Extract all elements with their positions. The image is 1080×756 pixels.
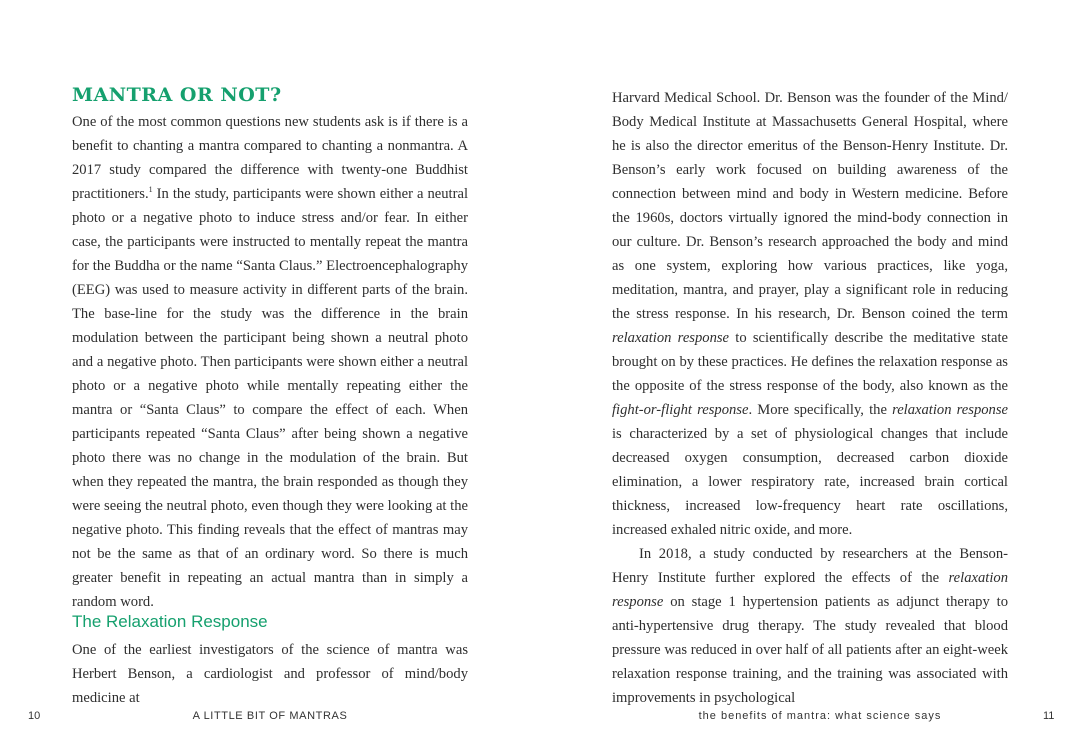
footnote-reference: 1 (148, 185, 153, 195)
page-number: 10 (28, 710, 41, 722)
running-head: A LITTLE BIT OF MANTRAS (192, 710, 348, 722)
page-number: 11 (1043, 710, 1055, 722)
paragraph-herbert-benson: One of the earliest investigators of the science of mantra was Herbert Benson, a cardiologist and professor of mind/body medicine at (72, 642, 468, 706)
paragraph-2018-study: In 2018, a study conducted by researchers at the Benson-Henry Institute further explored the effects of the relaxation response on stage 1 hypertension patients as adjunct therapy to anti-hypertensive drug therapy. The study revealed that blood pressure was reduced in over half of all patients after an eight-week relaxation response training, and the training was associated with improvements in psychological (612, 546, 1008, 706)
paragraph-benson-research: Harvard Medical School. Dr. Benson was the founder of the Mind/ Body Medical Institute at Massachusetts General Hospital, where he is also the director emeritus of the Benson-Henry Institute. Dr. Benson’s early work focused on building awareness of the connection between mind and body in Western medicine. Before the 1960s, doctors virtually ignored the mind-body connection in our culture. Dr. Benson’s research approached the body and mind as one system, exploring how various practices, like yoga, meditation, mantra, and prayer, play a significant role in reducing the stress response. In his research, Dr. Benson coined the term relaxation response to scientifically describe the meditative state brought on by these practices. He defines the relaxation response as the opposite of the stress response of the body, also known as the fight-or-flight response. More specifically, the relaxation response is characterized by a set of physiological changes that include decreased oxygen consumption, decreased carbon dioxide elimination, a lower respiratory rate, increased brain cortical thickness, increased low-frequency heart rate oscillations, increased exhaled nitric oxide, and more. (612, 90, 1008, 538)
body-text-column (72, 110, 468, 614)
right-page (540, 0, 1080, 756)
subheading-relaxation-response: The Relaxation Response (72, 612, 268, 631)
body-text-column-lower (72, 638, 468, 710)
running-head: the benefits of mantra: what science says (698, 710, 942, 722)
section-heading-mantra-or-not: MANTRA OR NOT? (72, 84, 282, 106)
body-text-column (612, 86, 1008, 710)
paragraph-mantra-study: One of the most common questions new students ask is if there is a benefit to chanting a mantra compared to chanting a nonmantra. A 2017 study compared the difference with twenty-one Buddhist practitioners.$^1$ In the study, participants were shown either a neutral photo or a negative photo to induce stress and/or fear. In either case, the participants were instructed to mentally repeat the mantra for the Buddha or the name “Santa Claus.” Electroencephalography (EEG) was used to measure activity in different parts of the brain. The base-line for the study was the difference in the brain modulation between the participant being shown a neutral photo and a negative photo. Then participants were shown either a neutral photo or a negative photo while mentally repeating either the mantra or “Santa Claus” to compare the effect of each. When participants repeated “Santa Claus” after being shown a negative photo there was no change in the modulation of the brain. But when they repeated the mantra, the brain responded as though they were seeing the neutral photo, even though they were looking at the negative photo. This finding reveals that the effect of mantras may not be the same as that of an ordinary word. So there is much greater benefit in repeating an actual mantra than in simply a random word. (72, 114, 468, 610)
